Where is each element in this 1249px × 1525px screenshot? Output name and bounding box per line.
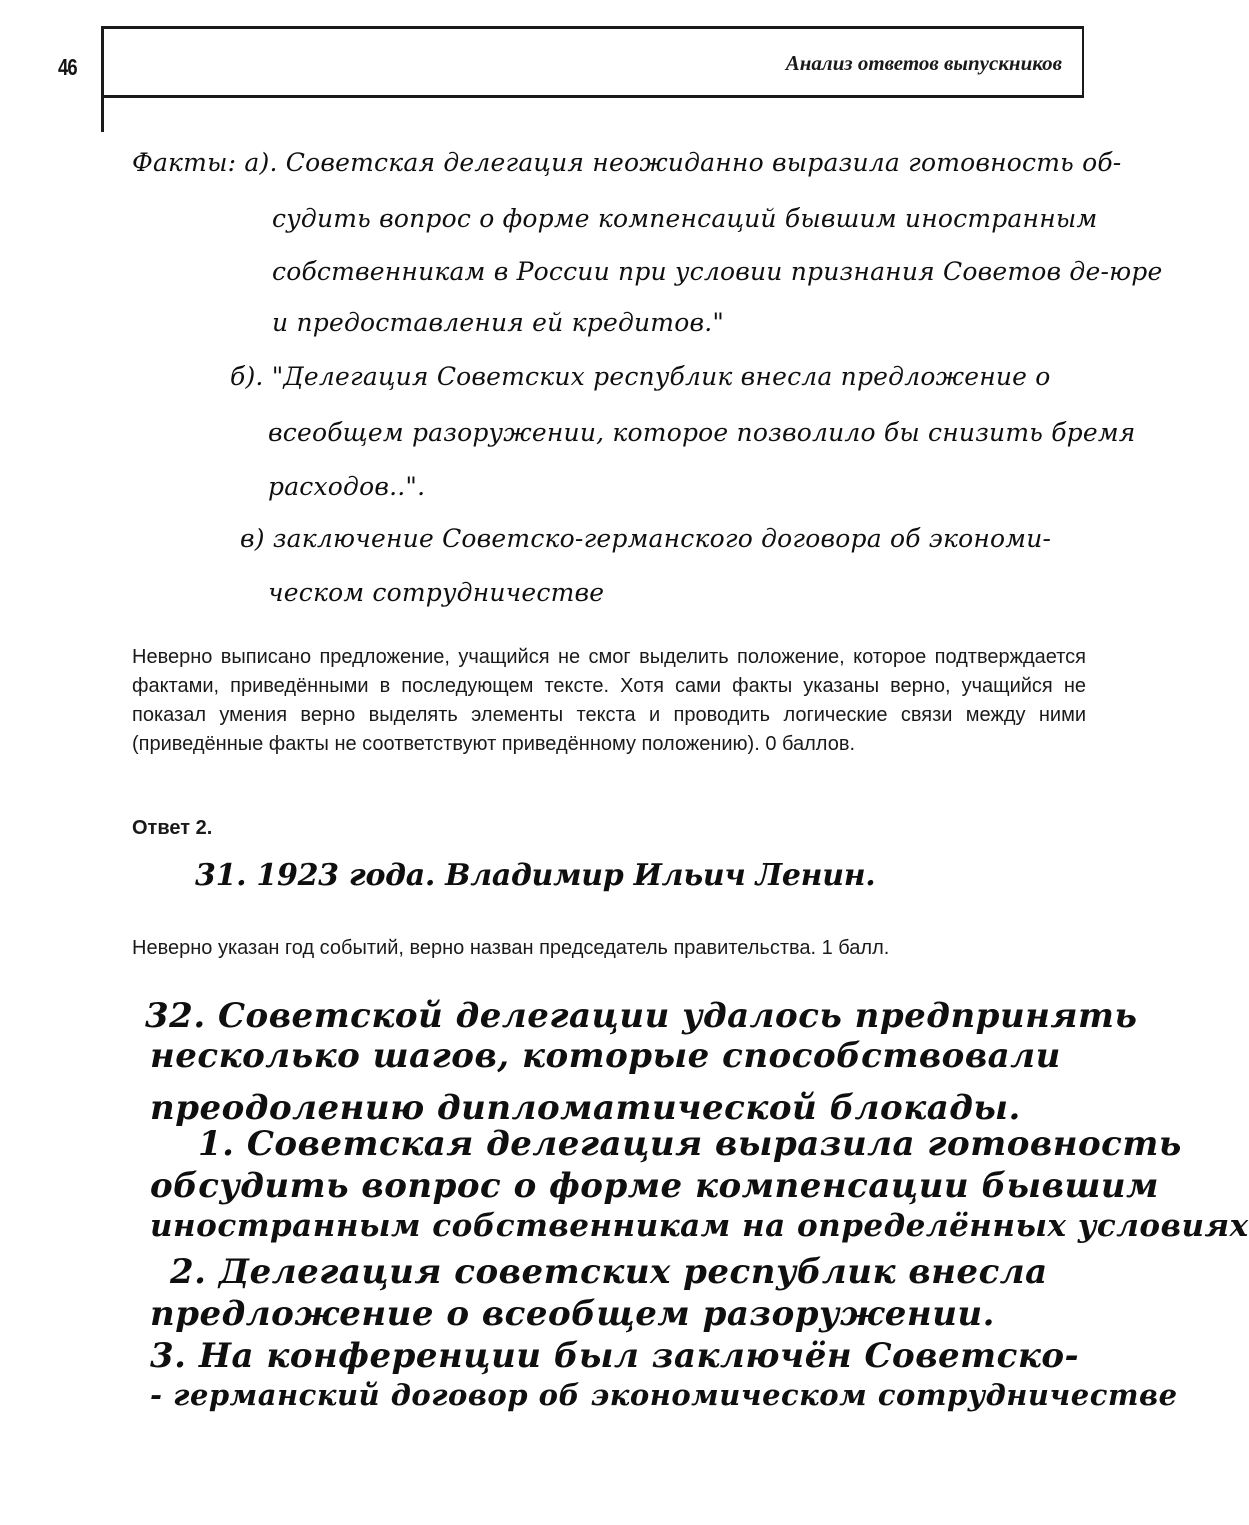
handwritten-line: собственникам в России при условии признания Советов де-юре	[272, 257, 1163, 286]
header-tick	[101, 96, 104, 132]
handwritten-line: 1. Советская делегация выразила готовность	[198, 1124, 1182, 1164]
handwritten-line: иностранным собственникам на определённых условиях	[150, 1208, 1249, 1244]
header-box	[101, 26, 1084, 98]
handwritten-line: судить вопрос о форме компенсаций бывшим иностранным	[272, 204, 1098, 233]
handwritten-line: 32. Советской делегации удалось предпринять	[145, 996, 1138, 1036]
handwritten-line: преодолению дипломатической блокады.	[150, 1088, 1021, 1128]
handwritten-line: в) заключение Советско-германского договора об экономи-	[240, 524, 1052, 553]
handwritten-line: Факты: а). Советская делегация неожиданно выразила готовность об-	[132, 148, 1122, 177]
answer-2-label: Ответ 2.	[132, 817, 213, 839]
handwritten-line: ческом сотрудничестве	[268, 578, 605, 607]
handwritten-line: 3. На конференции был заключён Советско-	[150, 1336, 1080, 1376]
comment-answer-31: Неверно указан год событий, верно назван председатель правительства. 1 балл.	[132, 937, 890, 959]
page-number: 46	[58, 54, 77, 80]
handwritten-line: несколько шагов, которые способствовали	[150, 1036, 1061, 1076]
handwritten-line: предложение о всеобщем разоружении.	[150, 1294, 995, 1334]
comment-answer-1: Неверно выписано предложение, учащийся не смог выделить положение, которое подтверждается фактами, приведёнными в последующем тексте. Хотя сами факты указаны верно, учащийся не показал умения верно выделять элементы текста и проводить логические связи между ними (приведённые факты не соответствуют приведённому положению). 0 баллов.	[132, 646, 1086, 755]
handwritten-answer-31: 31. 1923 года. Владимир Ильич Ленин.	[195, 858, 876, 893]
handwritten-line: всеобщем разоружении, которое позволило бы снизить бремя	[268, 418, 1136, 447]
handwritten-line: 2. Делегация советских республик внесла	[170, 1252, 1048, 1292]
handwritten-line: обсудить вопрос о форме компенсации бывшим	[150, 1166, 1159, 1206]
handwritten-line: - германский договор об экономическом сотрудничестве	[150, 1378, 1178, 1412]
handwritten-line: расходов..".	[268, 472, 426, 501]
handwritten-line: и предоставления ей кредитов."	[272, 308, 725, 337]
running-title: Анализ ответов выпускников	[785, 51, 1062, 75]
handwritten-line: б). "Делегация Советских республик внесла предложение о	[230, 362, 1051, 391]
